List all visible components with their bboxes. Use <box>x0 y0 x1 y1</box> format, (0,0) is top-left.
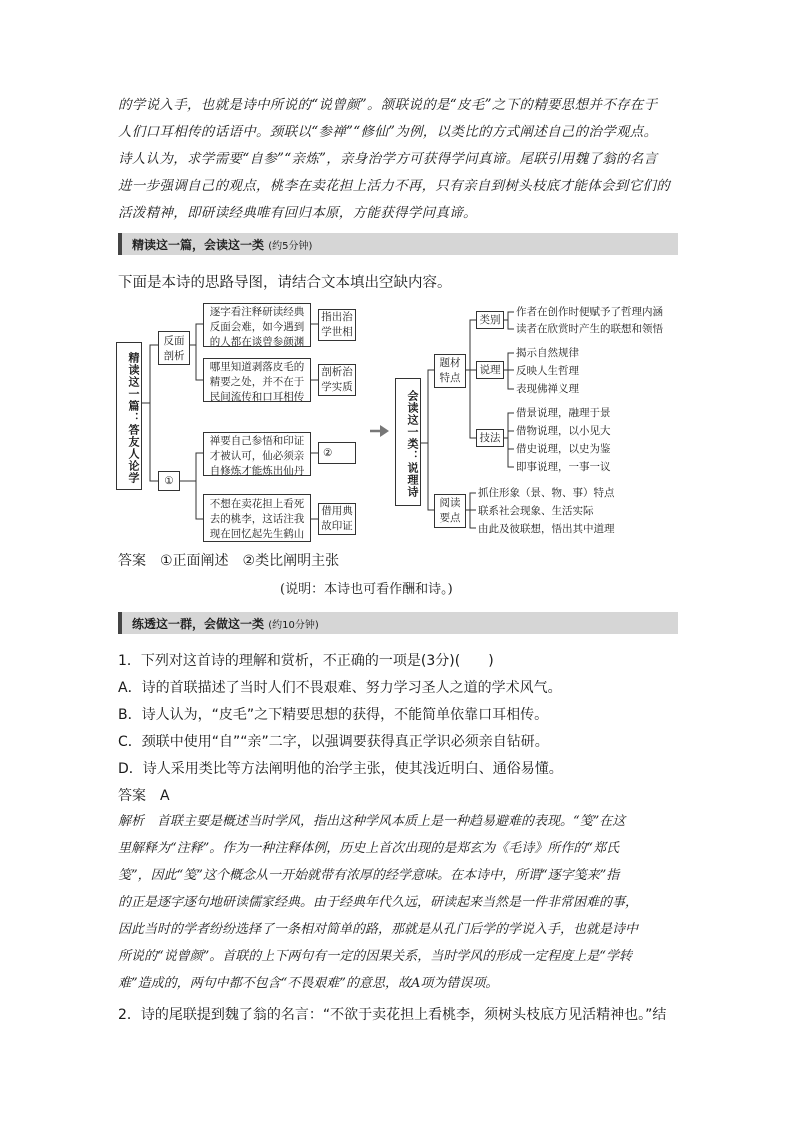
mindmap-branch-negative: 反面剖析 <box>158 331 190 365</box>
question-2-stem: 2．诗的尾联提到魏了翁的名言：“不欲于卖花担上看桃李，须树头枝底方见活精神也。”结 <box>118 1007 667 1023</box>
mindmap-label-blank-2: ② <box>318 442 356 464</box>
mindmap-center: 会读这一类：说理诗 <box>395 378 421 506</box>
intro-line: 进一步强调自己的观点，桃李在卖花担上活力不再，只有亲自到树头枝底才能体会到它们的 <box>118 178 670 194</box>
option-c: C．颈联中使用“自”“亲”二字，以强调要获得真正学识必须亲自钻研。 <box>118 734 549 750</box>
mindmap-text: 逐字看注释研读经典反面会难，如今遇到的人都在谈曾参颜渊 <box>203 303 311 347</box>
question-1-answer <box>118 785 170 805</box>
question-1-stem: 1．下列对这首诗的理解和赏析，不正确的一项是(3分)( ) <box>118 653 494 669</box>
mindmap-technique: 技法 <box>476 429 504 447</box>
answer-text: ①正面阐述 ②类比阐明主张 <box>160 553 340 569</box>
option-b: B．诗人认为，“皮毛”之下精要思想的获得，不能简单依靠口耳相传。 <box>118 707 549 723</box>
mindmap-branch-blank-1: ① <box>158 471 180 491</box>
mindmap-leaf: 读者在欣赏时产生的联想和领悟 <box>516 323 663 335</box>
mindmap-leaf: 作者在创作时便赋予了哲理内涵 <box>516 306 663 318</box>
answer-mindmap <box>118 550 339 570</box>
section-title: 练透这一群，会做这一类 <box>132 617 265 631</box>
question-1-analysis <box>118 808 678 997</box>
analysis-line: 因此当时的学者纷纷选择了一条相对简单的路，那就是从孔门后学的学说入手，也就是诗中 <box>118 922 639 937</box>
mindmap-leaf: 即事说理，一事一议 <box>516 461 611 473</box>
mindmap-leaf: 联系社会现象、生活实际 <box>478 505 594 517</box>
intro-line: 的学说入手，也就是诗中所说的“说曾颜”。颔联说的是“皮毛”之下的精要思想并不存在于 <box>118 97 658 113</box>
section-bar <box>118 612 122 634</box>
section-time: (约5分钟) <box>268 241 313 252</box>
intro-line: 诗人认为，求学需要“自参”“亲炼”，亲身治学方可获得学问真谛。尾联引用魏了翁的名言 <box>118 151 658 167</box>
analysis-line: 笺”，因此“笺”这个概念从一开始就带有浓厚的经学意味。在本诗中，所谓“逐字笺来”指 <box>118 868 620 883</box>
mindmap-leaf: 借史说理，以史为鉴 <box>516 443 611 455</box>
note: (说明：本诗也可看作酬和诗。) <box>280 582 453 597</box>
intro-line: 活泼精神，即研读经典唯有回归本原，方能获得学问真谛。 <box>118 205 477 221</box>
analysis-line: 的正是逐字逐句地研读儒家经典。由于经典年代久远，研读起来当然是一件非常困难的事， <box>118 895 639 910</box>
mindmap-label: 借用典故印证 <box>318 503 356 535</box>
mindmap-category: 类别 <box>476 311 504 329</box>
analysis-line: 所说的“说曾颜”。首联的上下两句有一定的因果关系，当时学风的形成一定程度上是“学转 <box>118 949 632 964</box>
mindmap-text: 哪里知道剥落皮毛的精要之处，并不在于民间流传和口耳相传 <box>203 358 311 402</box>
mindmap-topic-features: 题材特点 <box>434 354 466 388</box>
mindmap-label: 指出治学世相 <box>318 309 356 341</box>
mindmap-reasoning: 说理 <box>476 361 504 379</box>
analysis-line: 难”造成的，两句中都不包含“不畏艰难”的意思，故A项为错误项。 <box>118 976 499 991</box>
answer-label: 答案 <box>118 788 146 804</box>
mindmap-leaf: 表现佛禅义理 <box>516 383 579 395</box>
analysis-line: 解析 首联主要是概述当时学风，指出这种学风本质上是一种趋易避难的表现。“笺”在这 <box>118 814 626 829</box>
mindmap-leaf: 借景说理，融理于景 <box>516 407 611 419</box>
mindmap-reading-points: 阅读要点 <box>434 494 466 528</box>
mindmap-leaf: 反映人生哲理 <box>516 365 579 377</box>
option-d: D．诗人采用类比等方法阐明他的治学主张，使其浅近明白、通俗易懂。 <box>118 761 563 777</box>
mindmap-leaf: 揭示自然规律 <box>516 347 579 359</box>
mindmap-text: 禅要自己参悟和印证才被认可，仙必须亲自修炼才能炼出仙丹 <box>203 432 311 476</box>
mindmap-text: 不想在卖花担上看死去的桃李，这话注我现在回忆起先生鹤山 <box>203 494 311 542</box>
section-header-practice <box>118 612 678 634</box>
option-a: A．诗的首联描述了当时人们不畏艰难、努力学习圣人之道的学术风气。 <box>118 680 562 696</box>
answer-label: 答案 <box>118 553 146 569</box>
intro-line: 人们口耳相传的话语中。颈联以“参禅”“修仙”为例，以类比的方式阐述自己的治学观点。 <box>118 124 658 140</box>
mindmap-prompt: 下面是本诗的思路导图，请结合文本填出空缺内容。 <box>118 275 452 291</box>
section-title: 精读这一篇，会读这一类 <box>132 238 265 252</box>
mindmap-leaf: 借物说理，以小见大 <box>516 425 611 437</box>
mindmap-leaf: 由此及彼联想，悟出其中道理 <box>478 523 615 535</box>
answer-value: A <box>160 788 170 804</box>
mindmap-root: 精读这一篇：答友人论学 <box>116 342 142 490</box>
mindmap-leaf: 抓住形象（景、物、事）特点 <box>478 487 615 499</box>
mindmap-label: 剖析治学实质 <box>318 364 356 396</box>
section-time: (约10分钟) <box>268 620 319 631</box>
analysis-line: 里解释为“注释”。作为一种注释体例，历史上首次出现的是郑玄为《毛诗》所作的“郑氏 <box>118 841 619 856</box>
